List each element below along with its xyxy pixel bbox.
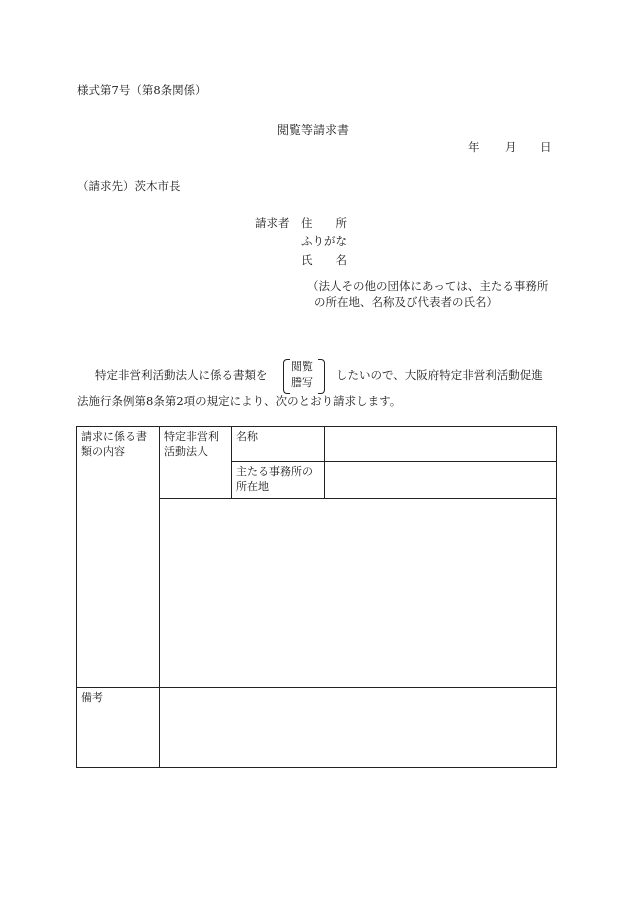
corp-name-label-cell [232,427,325,462]
office-label-cell [232,462,325,499]
corp-name-field[interactable] [325,427,557,462]
requester-note-line1: （法人その他の団体にあっては、主たる事務所 [307,279,549,293]
remarks-label-cell [77,687,160,767]
form-number: 様式第7号（第8条関係） [77,83,207,97]
date-year: 年 [468,140,480,154]
option-view: 閲覧 [291,360,313,373]
document-details-field[interactable] [160,498,557,687]
remarks-field[interactable] [160,687,557,767]
name-label: 氏 名 [301,253,347,267]
left-bracket [283,359,290,394]
remarks-label: 備考 [81,690,103,704]
right-bracket [318,359,325,394]
npo-label: 特定非営利活動法人 [164,430,219,458]
office-label: 主たる事務所の所在地 [236,465,313,493]
statement-after: したいので、大阪府特定非営利活動促進 [336,368,543,382]
date-month: 月 [505,140,517,154]
addressee: （請求先）茨木市長 [77,179,181,193]
corp-name-label: 名称 [236,430,258,443]
content-label-cell [77,427,160,688]
page-title: 閲覧等請求書 [277,123,350,137]
statement-line2: 法施行条例第8条第2項の規定により、次のとおり請求します。 [77,394,402,408]
requester-label: 請求者 [255,216,290,230]
date-day: 日 [540,140,552,154]
request-table [76,426,557,768]
requester-note-line2: の所在地、名称及び代表者の氏名） [314,295,498,309]
statement-before: 特定非営利活動法人に係る書類を [95,368,268,382]
npo-label-cell [160,427,232,499]
furigana-label: ふりがな [301,234,347,248]
office-field[interactable] [325,462,557,499]
content-label: 請求に係る書類の内容 [81,430,147,458]
option-copy: 謄写 [291,376,313,389]
address-label: 住 所 [301,216,347,230]
